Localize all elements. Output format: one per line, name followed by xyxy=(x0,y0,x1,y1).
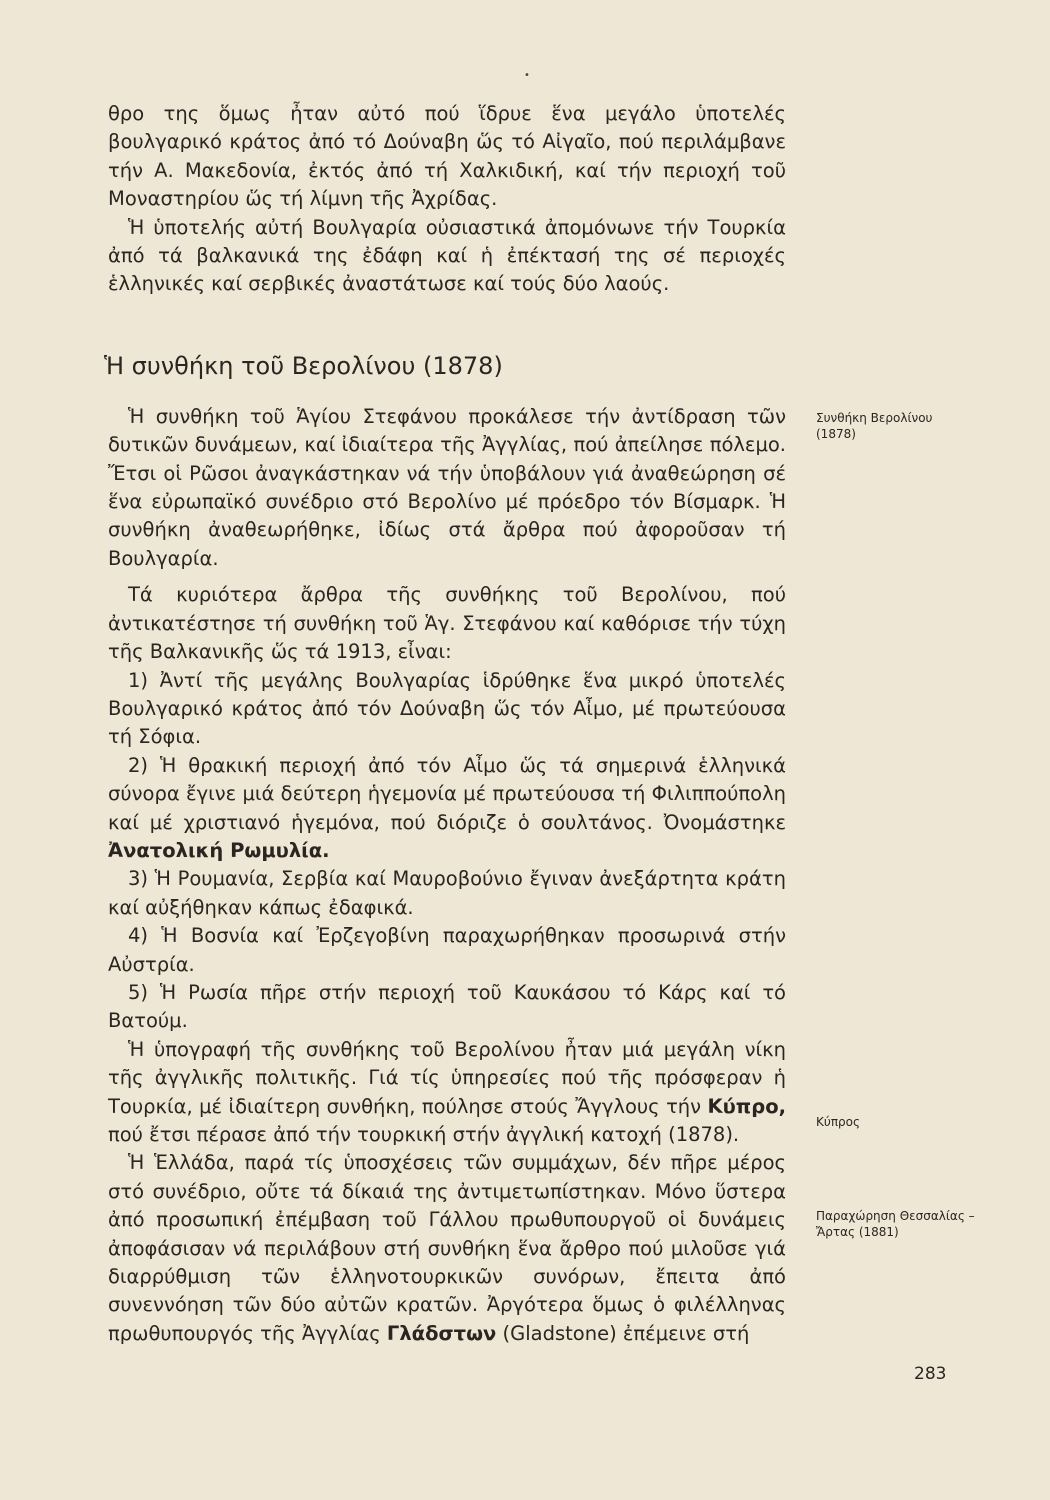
gladstone-term: Γλάδστων xyxy=(386,1321,497,1345)
list-item-1: 1) Ἀντί τῆς μεγάλης Βουλγαρίας ἱδρύθηκε ἕνα μικρό ὑποτελές Βουλγαρικό κράτος ἀπό τόν Δούναβη ὥς τόν Αἶμο, μέ πρωτεύουσα τή Σόφια. xyxy=(108,668,786,749)
intro-paragraph-2: Ἡ ὑποτελής αὐτή Βουλγαρία οὐσιαστικά ἀπομόνωνε τήν Τουρκία ἀπό τά βαλκανικά της ἐδάφη καί ἡ ἐπέκτασή της σέ περιοχές ἑλληνικές καί σερβικές ἀναστάτωσε καί τούς δύο λαούς. xyxy=(108,215,786,296)
sidenote-cyprus: Κύπρος xyxy=(816,1115,861,1129)
list-item-5: 5) Ἡ Ρωσία πῆρε στήν περιοχή τοῦ Καυκάσου τό Κάρς καί τό Βατούμ. xyxy=(108,980,786,1033)
page-speck: • xyxy=(524,70,530,81)
list-item-3: 3) Ἡ Ρουμανία, Σερβία καί Μαυροβούνιο ἔγιναν ἀνεξάρτητα κράτη καί αὐξήθηκαν κάπως ἐδαφικά. xyxy=(108,867,786,919)
section-paragraph-2: Τά κυριότερα ἄρθρα τῆς συνθήκης τοῦ Βερολίνου, πού ἀντικατέστησε τή συνθήκη τοῦ Ἁγ. Στεφάνου καί καθόρισε τήν τύχη τῆς Βαλκανικῆς ὥς τά 1913, εἶναι: xyxy=(108,583,786,664)
section-paragraph-4 xyxy=(108,1149,786,1348)
list-item-4: 4) Ἡ Βοσνία καί Ἐρζεγοβίνη παραχωρήθηκαν προσωρινά στήν Αὐστρία. xyxy=(108,924,786,976)
list-item-2-text: 2) Ἡ θρακική περιοχή ἀπό τόν Αἶμο ὥς τά σημερινά ἑλληνικά σύνορα ἔγινε μιά δεύτερη ἡγεμονία μέ πρωτεύουσα τή Φιλιππούπολη καί μέ χριστιανό ἡγεμόνα, πού διόριζε ὁ σουλτάνος. Ὀνομάστηκε xyxy=(108,753,786,834)
sidenote-berlin: Συνθήκη Βερολίνου (1878) xyxy=(816,411,933,441)
main-text-column xyxy=(104,100,786,1348)
intro-paragraph-1: θρο της ὅμως ἦταν αὐτό πού ἵδρυε ἕνα μεγάλο ὑποτελές βουλγαρικό κράτος ἀπό τό Δούναβη ὥς τό Αἰγαῖο, πού περιλάμβανε τήν Α. Μακεδονία, ἐκτός ἀπό τή Χαλκιδική, καί τήν περιοχή τοῦ Μοναστηρίου ὥς τή λίμνη τῆς Ἀχρίδας. xyxy=(108,102,786,211)
page-number: 283 xyxy=(914,1364,947,1384)
section-paragraph-3 xyxy=(108,1036,786,1150)
paragraph-4-text-a: Ἡ Ἑλλάδα, παρά τίς ὑποσχέσεις τῶν συμμάχων, δέν πῆρε μέρος στό συνέδριο, οὔτε τά δίκαιά της ἀντιμετωπίστηκαν. Μόνο ὕστερα ἀπό προσωπική ἐπέμβαση τοῦ Γάλλου πρωθυπουργοῦ οἱ δυνάμεις ἀποφάσισαν νά περιλάβουν στή συνθήκη ἕνα ἄρθρο πού μιλοῦσε γιά διαρρύθμιση τῶν ἑλληνοτουρκικῶν συνόρων, ἔπειτα ἀπό συνεννόηση τῶν δύο αὐτῶν κρατῶν. Ἀργότερα ὅμως ὁ φιλέλληνας πρωθυπουργός τῆς Ἀγγλίας xyxy=(108,1151,786,1345)
list-item-2 xyxy=(108,752,786,866)
paragraph-3-text-c: πού ἔτσι πέρασε ἀπό τήν τουρκική στήν ἀγγλική κατοχή (1878). xyxy=(108,1123,740,1146)
paragraph-4-text-c: (Gladstone) ἐπέμεινε στή xyxy=(496,1321,750,1345)
cyprus-term: Κύπρο, xyxy=(707,1094,786,1118)
section-paragraph-1: Ἡ συνθήκη τοῦ Ἁγίου Στεφάνου προκάλεσε τήν ἀντίδραση τῶν δυτικῶν δυνάμεων, καί ἰδιαίτερα τῆς Ἀγγλίας, πού ἀπείλησε πόλεμο. Ἔτσι οἱ Ρῶσοι ἀναγκάστηκαν νά τήν ὑποβάλουν γιά ἀναθεώρηση σέ ἕνα εὐρωπαϊκό συνέδριο στό Βερολίνο μέ πρόεδρο τόν Βίσμαρκ. Ἡ συνθήκη ἀναθεωρήθηκε, ἰδίως στά ἄρθρα πού ἀφοροῦσαν τή Βουλγαρία. xyxy=(108,404,786,570)
section-heading: Ἡ συνθήκη τοῦ Βερολίνου (1878) xyxy=(104,351,503,380)
eastern-rumelia-term: Ἀνατολική Ρωμυλία. xyxy=(108,838,330,862)
paragraph-3-text-a: Ἡ ὑπογραφή τῆς συνθήκης τοῦ Βερολίνου ἦταν μιά μεγάλη νίκη τῆς ἀγγλικῆς πολιτικῆς. Γιά τίς ὑπηρεσίες πού τῆς πρόσφεραν ἡ Τουρκία, μέ ἰδιαίτερη συνθήκη, πούλησε στούς Ἄγγλους τήν xyxy=(108,1037,786,1118)
sidenote-thessaly: Παραχώρηση Θεσσαλίας – Ἄρτας (1881) xyxy=(816,1209,975,1239)
